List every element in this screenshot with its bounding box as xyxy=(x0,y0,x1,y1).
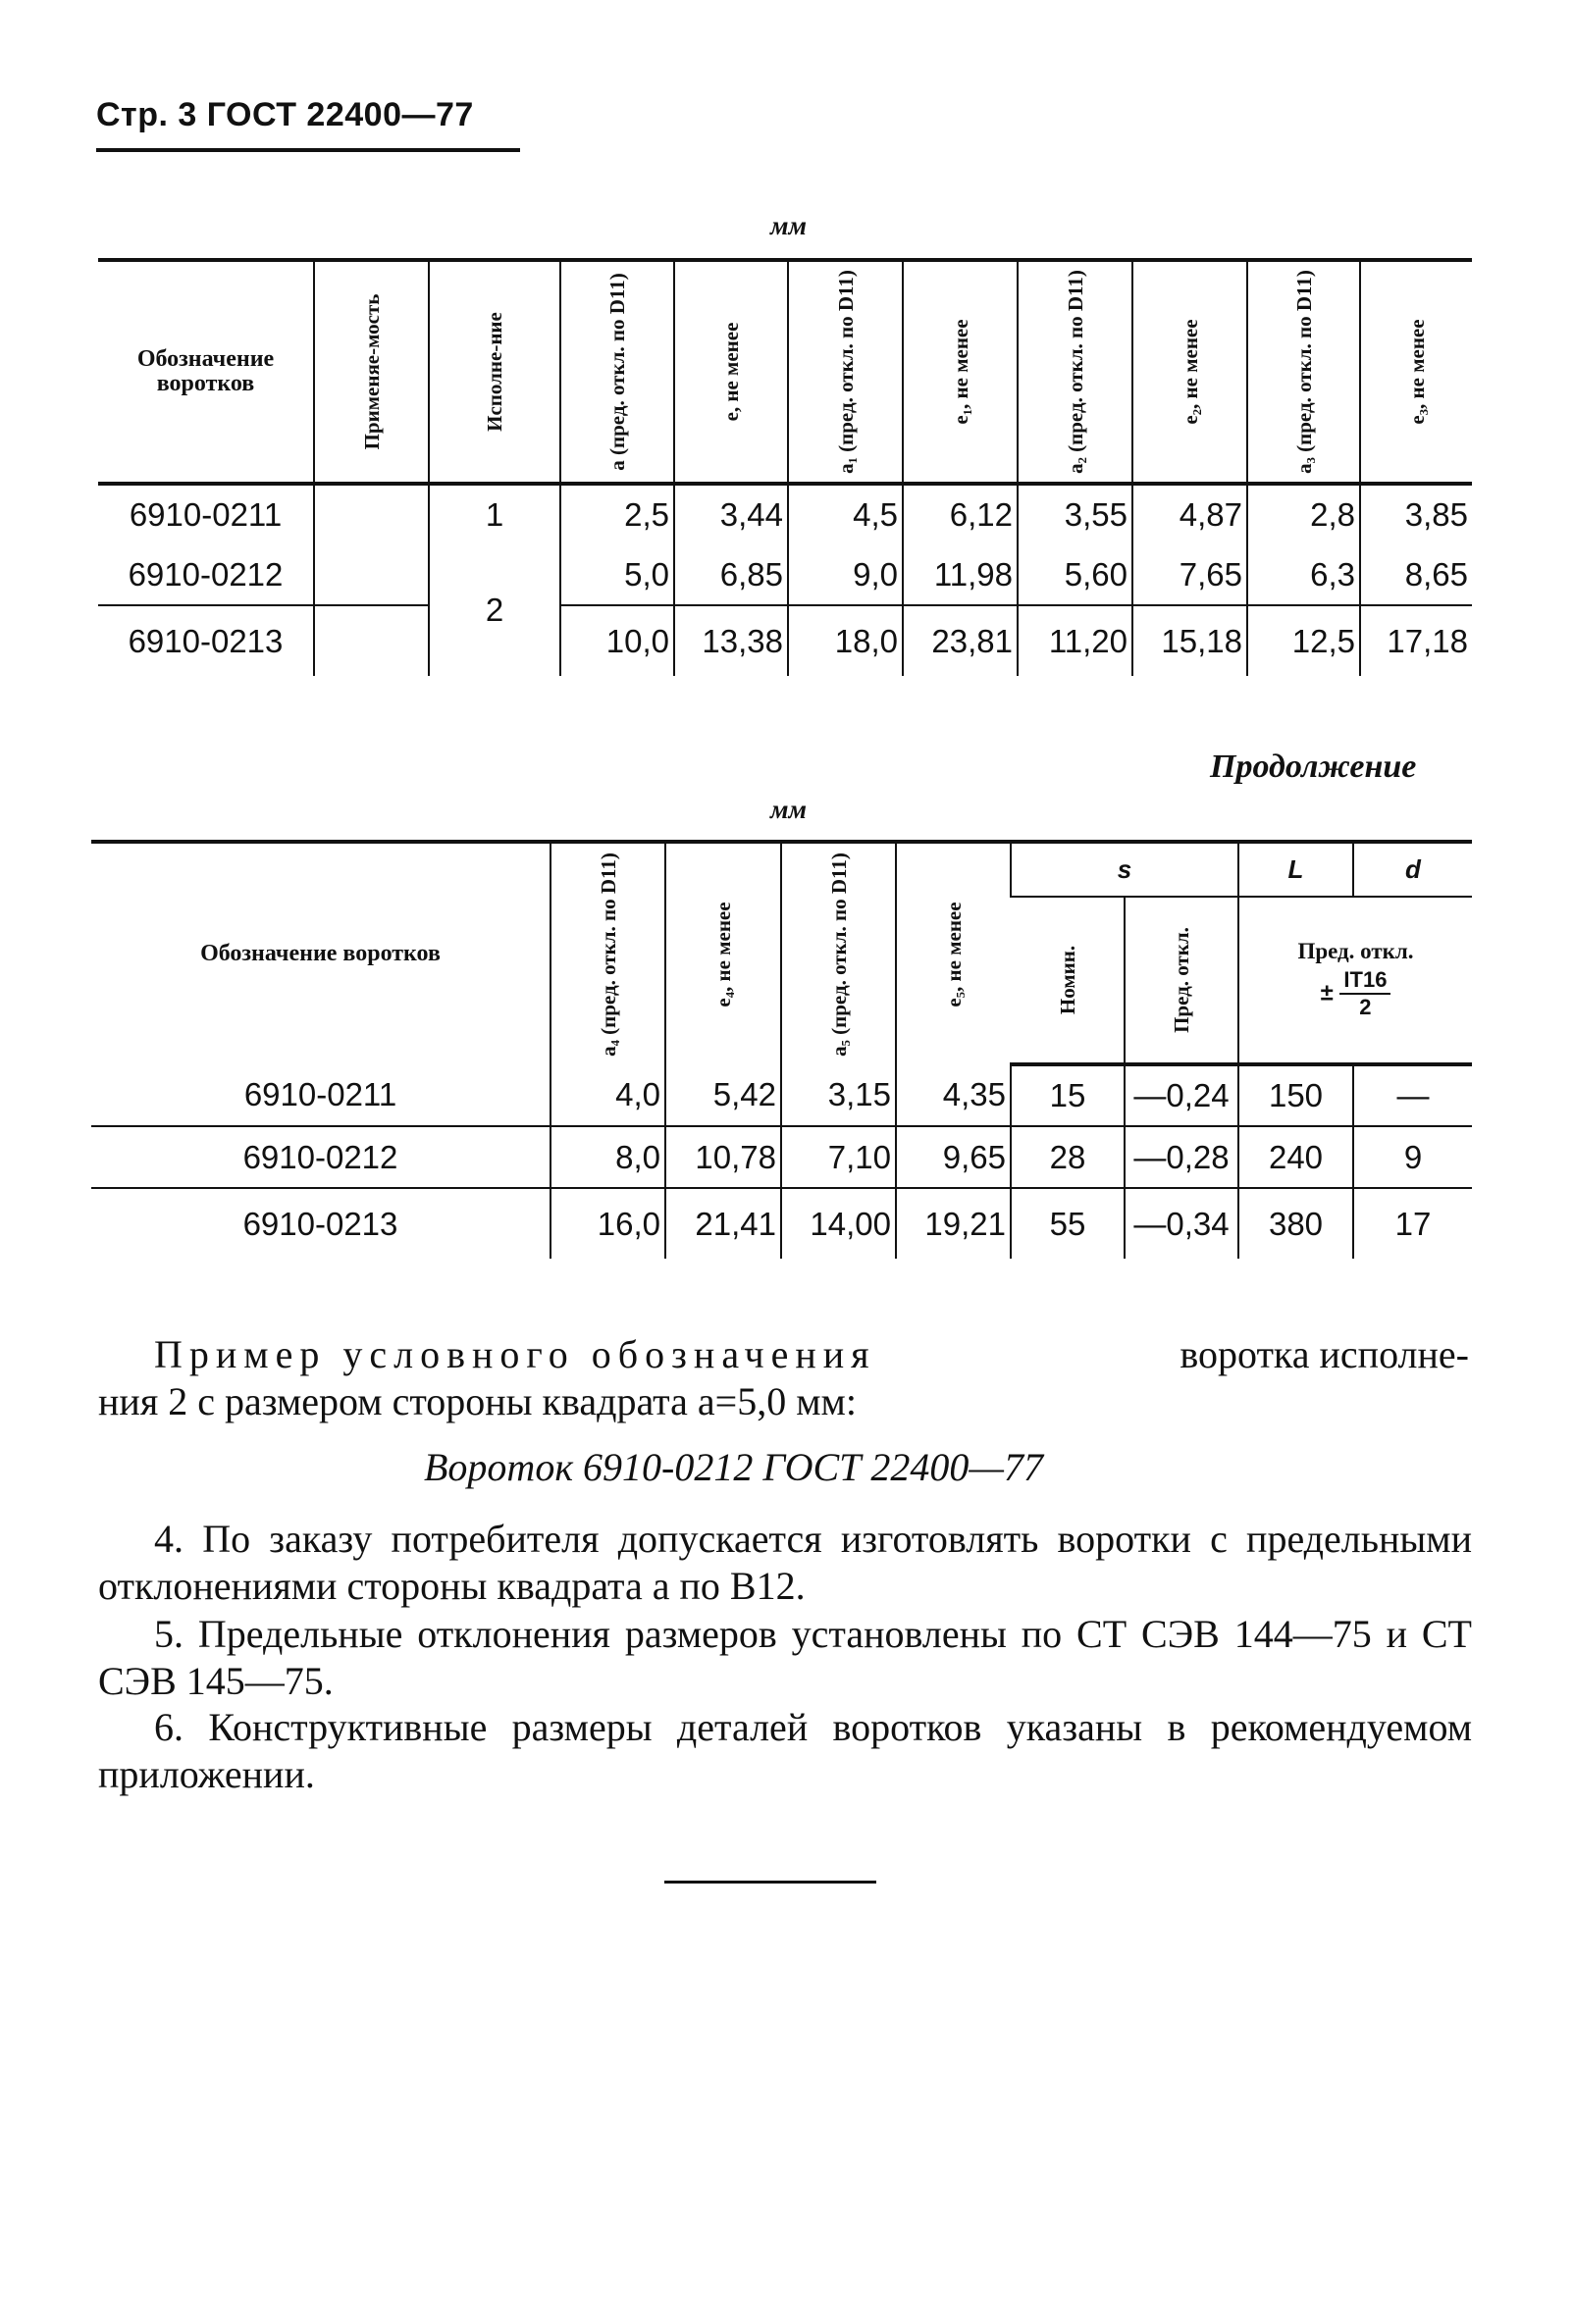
t1-header-e2: e₂, не менее xyxy=(1132,260,1247,484)
t2-header-designation: Обозначение воротков xyxy=(91,842,551,1064)
t1-header-a1: a₁ (пред. откл. по D11) xyxy=(788,260,903,484)
t2-header-a5: a₅ (пред. откл. по D11) xyxy=(781,842,896,1064)
t1-header-a: a (пред. откл. по D11) xyxy=(560,260,674,484)
page-number: Стр. 3 xyxy=(96,96,197,133)
dimensions-table-1 xyxy=(98,258,1472,676)
end-rule xyxy=(664,1881,876,1884)
t2-header-d: d xyxy=(1353,842,1472,897)
t1-header-e3: e₃, не менее xyxy=(1360,260,1472,484)
note-5: 5. Предельные отклонения размеров установлены по СТ СЭВ 144—75 и СТ СЭВ 145—75. xyxy=(98,1612,1472,1703)
t2-header-s: s xyxy=(1011,842,1238,897)
table-row: 6910-0212 2 5,0 6,85 9,0 11,98 5,60 7,65 6,3 8,65 xyxy=(98,544,1472,605)
t1-header-designation: Обозначение воротков xyxy=(98,260,314,484)
t1-header-a3: a₃ (пред. откл. по D11) xyxy=(1247,260,1360,484)
t2-header-e4: e₄, не менее xyxy=(665,842,781,1064)
t2-header-e5: e₅, не менее xyxy=(896,842,1011,1064)
t1-header-e: e, не менее xyxy=(674,260,788,484)
dimensions-table-2 xyxy=(91,840,1472,1259)
header-rule xyxy=(96,148,520,152)
page-header xyxy=(96,96,474,134)
example-paragraph xyxy=(154,1331,1469,1378)
note-6: 6. Конструктивные размеры деталей воротков указаны в рекомендуемом приложении. xyxy=(98,1705,1472,1796)
table-row: 6910-0211 4,0 5,42 3,15 4,35 15 —0,24 150 — xyxy=(91,1064,1472,1126)
t2-header-s-nom: Номин. xyxy=(1011,897,1125,1064)
t1-header-a2: a₂ (пред. откл. по D11) xyxy=(1018,260,1132,484)
t2-header-L: L xyxy=(1238,842,1353,897)
example-intro-spaced: Пример условного обозначения xyxy=(154,1332,876,1376)
t1-header-e1: e₁, не менее xyxy=(903,260,1018,484)
example-line-2: ния 2 с размером стороны квадрата a=5,0 мм: xyxy=(98,1379,857,1423)
table-row: 6910-0211 1 2,5 3,44 4,5 6,12 3,55 4,87 2,8 3,85 xyxy=(98,484,1472,544)
t1-header-applicability: Применяе-мость xyxy=(314,260,429,484)
table-row: 6910-0213 10,0 13,38 18,0 23,81 11,20 15,18 12,5 17,18 xyxy=(98,605,1472,676)
t2-header-a4: a₄ (пред. откл. по D11) xyxy=(551,842,665,1064)
table1-unit: мм xyxy=(770,211,807,240)
table-row: 6910-0212 8,0 10,78 7,10 9,65 28 —0,28 240 9 xyxy=(91,1126,1472,1188)
t1-header-version: Исполне-ние xyxy=(429,260,560,484)
continuation-label: Продолжение xyxy=(1210,749,1417,785)
table2-unit: мм xyxy=(770,795,807,824)
t2-header-L-deviation: Пред. откл. ± $\frac{IT16}{2}$ xyxy=(1238,897,1472,1064)
note-4: 4. По заказу потребителя допускается изготовлять воротки с предельными отклонениями стороны квадрата a по B12. xyxy=(98,1517,1472,1608)
example-intro-rest: воротка исполне- xyxy=(1180,1332,1469,1376)
t2-header-s-dev: Пред. откл. xyxy=(1125,897,1238,1064)
example-designation: Вороток 6910-0212 ГОСТ 22400—77 xyxy=(424,1445,1043,1489)
table-row: 6910-0213 16,0 21,41 14,00 19,21 55 —0,34 380 17 xyxy=(91,1188,1472,1259)
standard-number: ГОСТ 22400—77 xyxy=(206,96,474,133)
